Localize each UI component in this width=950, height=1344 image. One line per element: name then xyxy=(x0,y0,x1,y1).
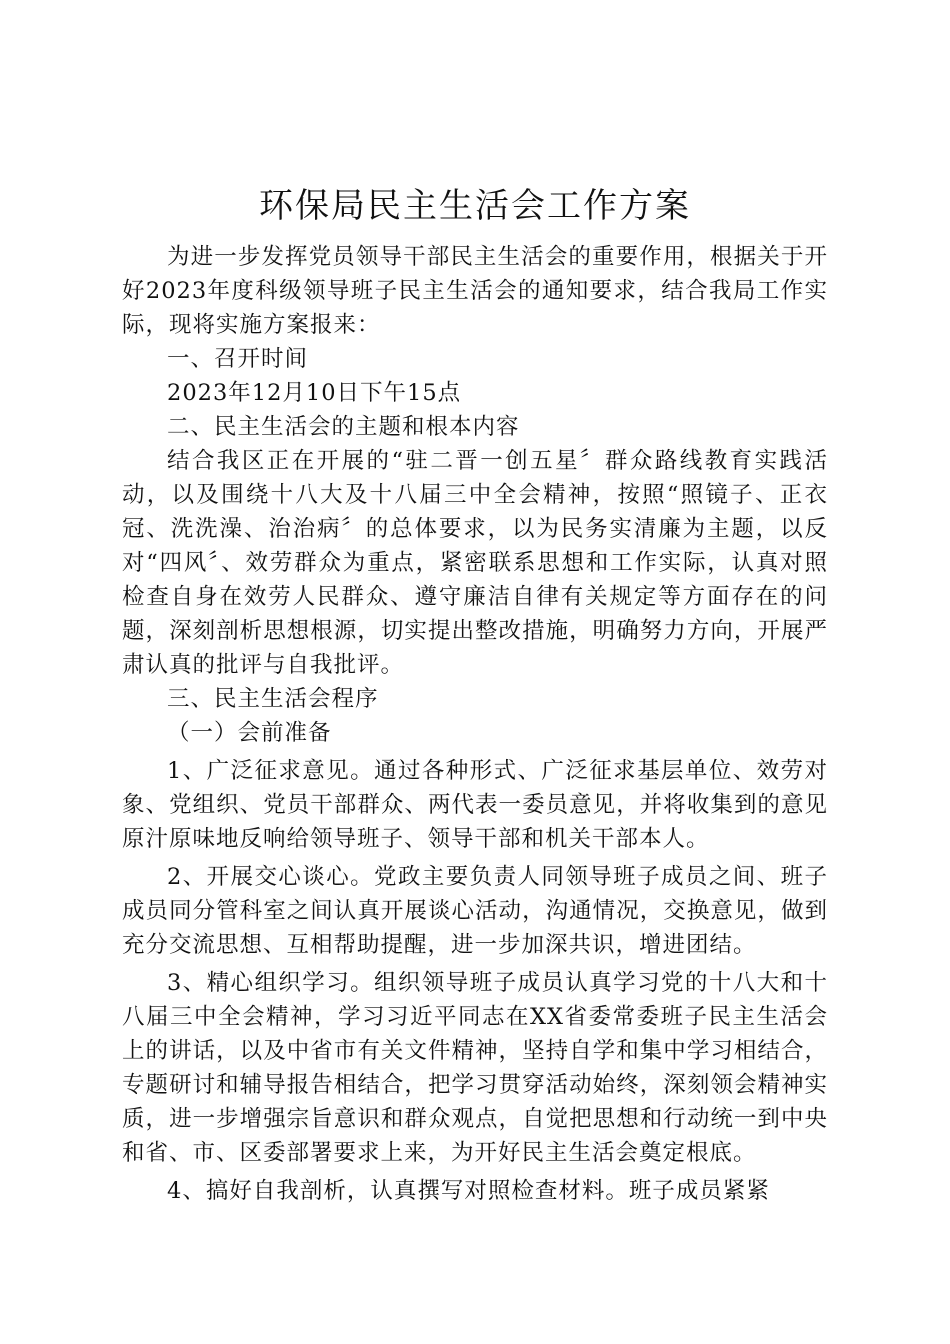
section-heading-procedure: 三、民主生活会程序 xyxy=(167,686,379,712)
document-page xyxy=(122,180,828,1208)
section-heading-theme: 二、民主生活会的主题和根本内容 xyxy=(167,414,520,440)
intro-paragraph: 为进一步发挥党员领导干部民主生活会的重要作用，根据关于开好2023年度科级领导班子民主生活会的通知要求，结合我局工作实际，现将实施方案报来： xyxy=(122,244,828,338)
procedure-item-2: 2、开展交心谈心。党政主要负责人同领导班子成员之间、班子成员同分管科室之间认真开展谈心活动，沟通情况，交换意见，做到充分交流思想、互相帮助提醒，进一步加深共识，增进团结。 xyxy=(122,864,828,958)
subsection-heading-preparation: （一）会前准备 xyxy=(167,720,332,746)
document-title: 环保局民主生活会工作方案 xyxy=(259,186,691,226)
theme-paragraph: 结合我区正在开展的“驻二晋一创五星〞群众路线教育实践活动，以及围绕十八大及十八届三中全会精神，按照“照镜子、正衣冠、洗洗澡、治治病〞的总体要求，以为民务实清廉为主题，以反对“四风〞、效劳群众为重点，紧密联系思想和工作实际，认真对照检查自身在效劳人民群众、遵守廉洁自律有关规定等方面存在的问题，深刻剖析思想根源，切实提出整改措施，明确努力方向，开展严肃认真的批评与自我批评。 xyxy=(122,448,828,678)
meeting-time-text: 2023年12月10日下午15点 xyxy=(167,380,462,406)
procedure-item-4: 4、搞好自我剖析，认真撰写对照检查材料。班子成员紧紧 xyxy=(167,1178,770,1204)
procedure-item-3: 3、精心组织学习。组织领导班子成员认真学习党的十八大和十八届三中全会精神，学习习近平同志在XX省委常委班子民主生活会上的讲话，以及中省市有关文件精神，坚持自学和集中学习相结合，专题研讨和辅导报告相结合，把学习贯穿活动始终，深刻领会精神实质，进一步增强宗旨意识和群众观点，自觉把思想和行动统一到中央和省、市、区委部署要求上来，为开好民主生活会奠定根底。 xyxy=(122,970,828,1166)
procedure-item-1: 1、广泛征求意见。通过各种形式、广泛征求基层单位、效劳对象、党组织、党员干部群众、两代表一委员意见，并将收集到的意见原汁原味地反响给领导班子、领导干部和机关干部本人。 xyxy=(122,758,828,852)
section-heading-meeting-time: 一、召开时间 xyxy=(167,346,309,372)
